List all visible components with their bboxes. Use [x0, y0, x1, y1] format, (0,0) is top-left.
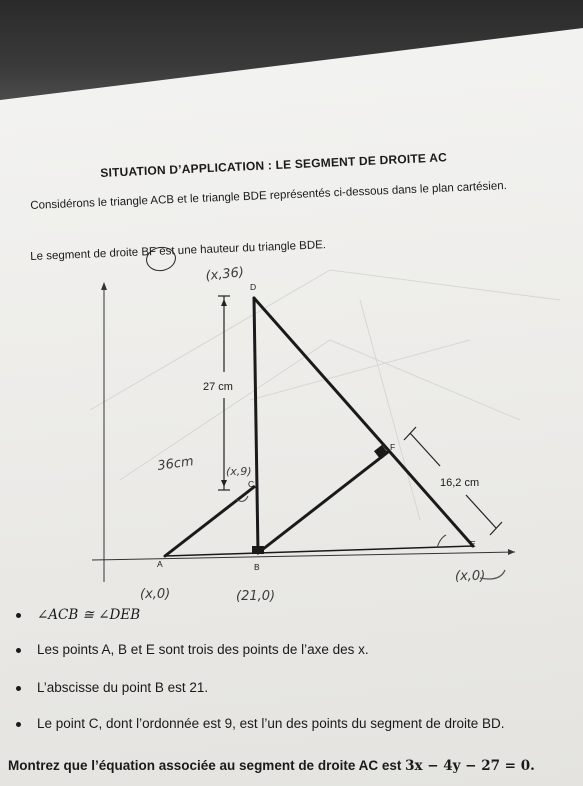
label-e: E — [470, 539, 476, 549]
df-label: 16,2 cm — [440, 477, 480, 489]
hauteur-highlight: BF — [141, 245, 157, 259]
height-label: 27 cm — [203, 381, 233, 393]
right-angle-b — [252, 546, 264, 554]
given-item — [16, 642, 369, 657]
axes — [92, 285, 515, 582]
label-a: A — [157, 559, 163, 569]
label-d: D — [250, 282, 257, 292]
intro-paragraph: Considérons le triangle ACB et le triangle BDE représentés ci-dessous dans le plan cartésien. — [30, 180, 508, 212]
handwritten-b: (21,0) — [236, 589, 276, 604]
label-f: F — [390, 442, 396, 452]
x-axis-arrow — [508, 549, 515, 555]
bullet-dot — [16, 648, 21, 653]
handwritten-a: (x,0) — [140, 587, 171, 602]
height-arrow-bottom — [221, 480, 227, 487]
hauteur-after: est une hauteur du triangle BDE. — [155, 239, 327, 258]
segment-bf — [258, 452, 388, 553]
task-equation: 3x − 4y − 27 = 0. — [405, 758, 535, 774]
angle-arc-e — [437, 535, 446, 548]
bullet-dot — [16, 613, 21, 618]
handwritten-side: 36cm — [156, 454, 195, 474]
y-axis-arrow — [101, 282, 107, 290]
given-text: Le point C, dont l’ordonnée est 9, est l’un des points du segment de droite BD. — [37, 716, 505, 731]
point-labels — [157, 282, 476, 572]
segment-ac — [165, 487, 254, 556]
x-axis — [92, 552, 515, 560]
handwritten-d: (x,36) — [204, 265, 245, 284]
given-text: Les points A, B et E sont trois des points de l’axe des x. — [37, 642, 369, 657]
segment-bd — [254, 298, 258, 553]
given-item — [16, 607, 140, 623]
height-arrow-top — [221, 299, 227, 306]
given-text: L’abscisse du point B est 21. — [37, 680, 209, 695]
given-item — [16, 680, 208, 695]
handwritten-c: (x,9) — [226, 465, 252, 478]
task-text: Montrez que l’équation associée au segment de droite AC est — [8, 758, 406, 773]
given-item — [16, 716, 505, 731]
segment-de — [254, 298, 473, 546]
bullet-dot — [16, 686, 21, 691]
segment-ae — [165, 546, 473, 556]
height-dimension — [218, 296, 230, 490]
bullet-dot — [16, 722, 21, 727]
hauteur-before: Le segment de droite — [30, 246, 142, 263]
faint-construction-lines — [90, 270, 560, 520]
page-title: SITUATION D’APPLICATION : LE SEGMENT DE DROITE AC — [100, 150, 448, 180]
label-c: C — [248, 479, 255, 489]
label-b: B — [254, 562, 260, 572]
task-statement — [8, 758, 535, 774]
triangle-segments — [165, 298, 473, 556]
handwritten-e: (x,0) — [455, 569, 486, 584]
given-text: ∠ACB ≅ ∠DEB — [37, 607, 141, 623]
